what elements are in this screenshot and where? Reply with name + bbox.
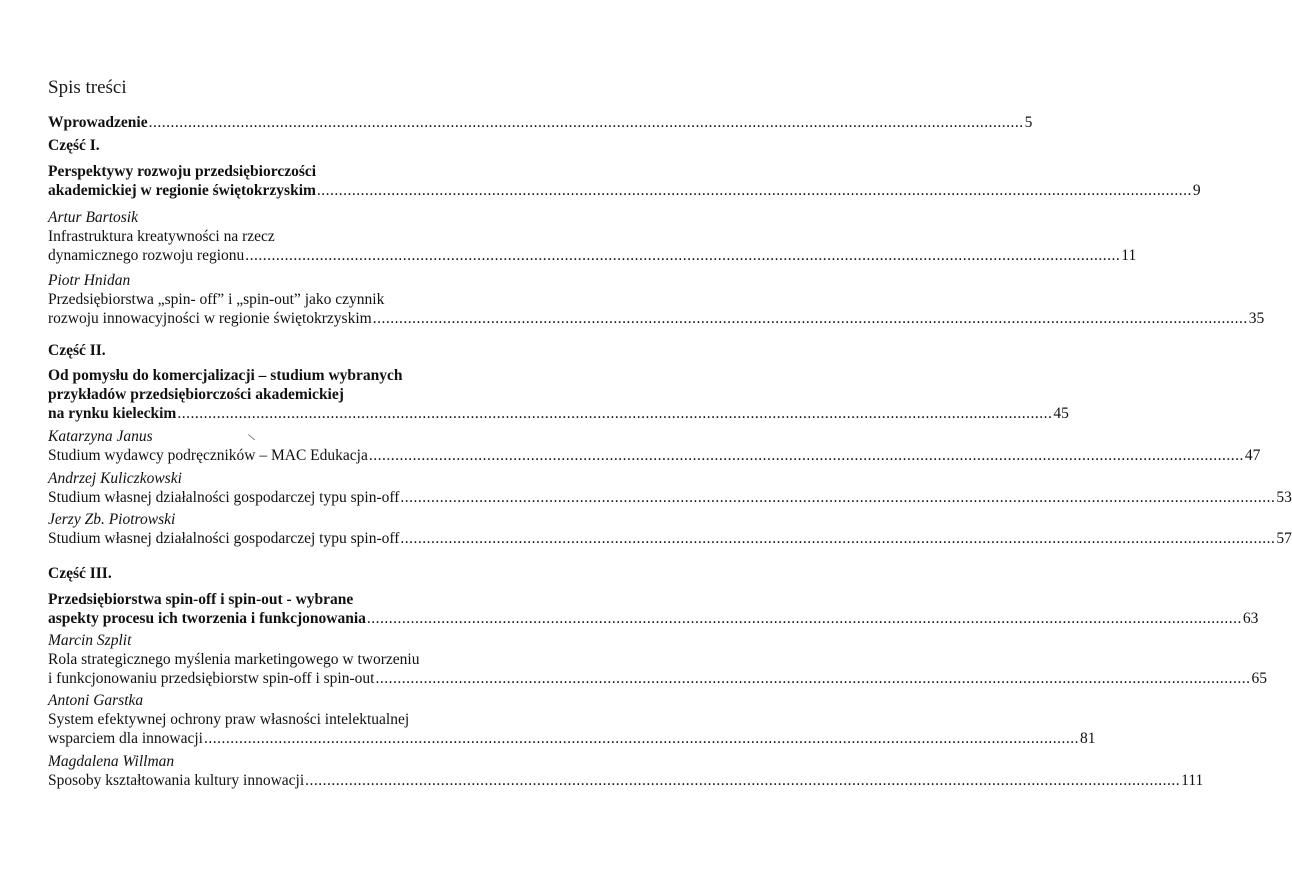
entry-author: Marcin Szplit (48, 632, 132, 649)
toc-entry-row (48, 609, 1259, 628)
entry-title-line: przykładów przedsiębiorczości akademickiej (48, 386, 344, 403)
page-number: 81 (1079, 730, 1096, 747)
entry-title-line: Przedsiębiorstwa spin-off i spin-out - wybrane (48, 591, 354, 608)
page-title: Spis treści (48, 77, 127, 98)
page-number: 111 (1181, 772, 1204, 789)
entry-title-line: Perspektywy rozwoju przedsiębiorczości (48, 163, 317, 180)
entry-author: Jerzy Zb. Piotrowski (48, 511, 176, 528)
toc-entry-row (48, 181, 1201, 200)
toc-entry-row (48, 113, 1033, 132)
page-number: 47 (1244, 447, 1261, 464)
toc-entry-row (48, 446, 1261, 465)
part-heading: Część II. (48, 342, 106, 359)
entry-title-line: rozwoju innowacyjności w regionie świętokrzyskim (48, 310, 372, 327)
entry-title-line: dynamicznego rozwoju regionu (48, 247, 245, 264)
entry-title-line: Sposoby kształtowania kultury innowacji (48, 772, 305, 789)
entry-title-line: Studium własnej działalności gospodarczej typu spin-off (48, 489, 400, 506)
part-heading: Część I. (48, 137, 100, 154)
entry-author: Katarzyna Janus (48, 428, 153, 445)
entry-title-line: Od pomysłu do komercjalizacji – studium wybranych (48, 367, 403, 384)
leader-dots: ........................................................................................................................................................................................................ (305, 772, 1181, 789)
stray-mark: \ (246, 430, 257, 444)
page-number: 63 (1242, 610, 1259, 627)
leader-dots: ........................................................................................................................................................................................................ (400, 530, 1276, 547)
entry-author: Andrzej Kuliczkowski (48, 470, 182, 487)
toc-entry-row (48, 246, 1137, 265)
leader-dots: ........................................................................................................................................................................................................ (245, 247, 1121, 264)
entry-title-line: akademickiej w regionie świętokrzyskim (48, 182, 316, 199)
entry-author: Artur Bartosik (48, 209, 138, 226)
entry-title-line: i funkcjonowaniu przedsiębiorstw spin-off i spin-out (48, 670, 375, 687)
leader-dots: ........................................................................................................................................................................................................ (372, 310, 1248, 327)
entry-title-line: na rynku kieleckim (48, 405, 177, 422)
toc-entry-row (48, 729, 1096, 748)
leader-dots: ........................................................................................................................................................................................................ (366, 610, 1242, 627)
toc-entry-row (48, 309, 1265, 328)
page-number: 65 (1251, 670, 1267, 687)
entry-author: Antoni Garstka (48, 692, 144, 709)
entry-title-line: aspekty procesu ich tworzenia i funkcjonowania (48, 610, 366, 627)
page-number: 45 (1053, 405, 1069, 422)
toc-entry-row (48, 404, 1069, 423)
leader-dots: ........................................................................................................................................................................................................ (177, 405, 1053, 422)
leader-dots: ........................................................................................................................................................................................................ (203, 730, 1079, 747)
leader-dots: ........................................................................................................................................................................................................ (148, 114, 1024, 131)
page-number: 35 (1248, 310, 1265, 327)
leader-dots: ........................................................................................................................................................................................................ (375, 670, 1251, 687)
entry-title-line: wsparciem dla innowacji (48, 730, 203, 747)
toc-entry-row (48, 488, 1292, 507)
toc-entry-row (48, 669, 1267, 688)
page-number: 57 (1276, 530, 1292, 547)
toc-entry-row (48, 529, 1292, 548)
toc-entry-row (48, 771, 1204, 790)
leader-dots: ........................................................................................................................................................................................................ (400, 489, 1276, 506)
entry-title-line: Przedsiębiorstwa „spin- off” i „spin-out” jako czynnik (48, 291, 385, 308)
entry-title-line: System efektywnej ochrony praw własności intelektualnej (48, 711, 410, 728)
entry-title-line: Infrastruktura kreatywności na rzecz (48, 228, 275, 245)
entry-title-line: Wprowadzenie (48, 114, 148, 131)
page-number: 53 (1276, 489, 1292, 506)
entry-title-line: Rola strategicznego myślenia marketingowego w tworzeniu (48, 651, 420, 668)
entry-title-line: Studium własnej działalności gospodarczej typu spin-off (48, 530, 400, 547)
entry-author: Magdalena Willman (48, 753, 175, 770)
entry-author: Piotr Hnidan (48, 272, 131, 289)
page-number: 11 (1121, 247, 1137, 264)
leader-dots: ........................................................................................................................................................................................................ (368, 447, 1244, 464)
entry-title-line: Studium wydawcy podręczników – MAC Edukacja (48, 447, 368, 464)
page-number: 9 (1192, 182, 1201, 199)
leader-dots: ........................................................................................................................................................................................................ (316, 182, 1192, 199)
page-number: 5 (1024, 114, 1033, 131)
part-heading: Część III. (48, 565, 112, 582)
